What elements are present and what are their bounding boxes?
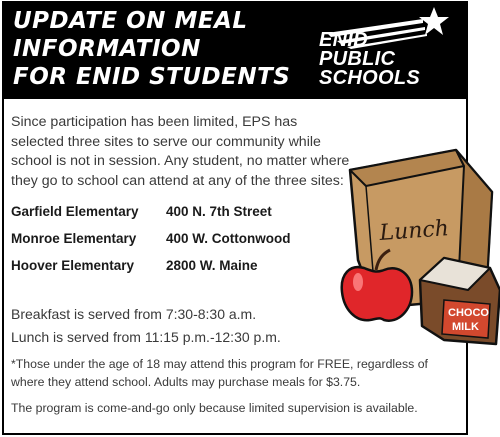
meal-schedule bbox=[11, 303, 281, 349]
site-row bbox=[11, 258, 331, 285]
site-name: Garfield Elementary bbox=[11, 204, 139, 219]
bag-label: Lunch bbox=[378, 216, 450, 246]
page-title bbox=[13, 7, 290, 91]
logo-line-1: ENID bbox=[319, 29, 368, 51]
milk-label-line-2: MILK bbox=[452, 321, 479, 333]
milk-label-line-1: CHOCO bbox=[448, 307, 489, 319]
lunch-illustration bbox=[336, 140, 500, 350]
site-row bbox=[11, 231, 331, 258]
site-row bbox=[11, 204, 331, 231]
logo-line-2: PUBLIC bbox=[319, 48, 396, 70]
site-address: 2800 W. Maine bbox=[166, 258, 258, 273]
logo-line-3: SCHOOLS bbox=[319, 67, 420, 89]
headline-line-1: UPDATE ON MEAL bbox=[13, 8, 248, 34]
star-icon bbox=[419, 7, 449, 35]
site-address: 400 N. 7th Street bbox=[166, 204, 272, 219]
site-list bbox=[11, 204, 331, 285]
milk-carton-icon bbox=[420, 258, 500, 344]
breakfast-time: Breakfast is served from 7:30-8:30 a.m. bbox=[11, 306, 257, 322]
lunch-time: Lunch is served from 11:15 p.m.-12:30 p.m. bbox=[11, 329, 281, 345]
pricing-note: *Those under the age of 18 may attend this program for FREE, regardless of where they attend school. Adults may purchase meals for $3.75. bbox=[11, 357, 428, 389]
headline-line-3: FOR ENID STUDENTS bbox=[13, 64, 291, 90]
logo-wordmark bbox=[319, 31, 420, 88]
program-note: The program is come-and-go only because limited supervision is available. bbox=[11, 401, 418, 415]
intro-paragraph: Since participation has been limited, EPS has selected three sites to serve our community while school is not in session. Any student, no matter where they go to school can attend at any of the three sites: bbox=[11, 114, 350, 189]
site-address: 400 W. Cottonwood bbox=[166, 231, 291, 246]
site-name: Hoover Elementary bbox=[11, 258, 135, 273]
headline-line-2: INFORMATION bbox=[13, 36, 201, 62]
site-name: Monroe Elementary bbox=[11, 231, 137, 246]
enid-public-schools-logo bbox=[307, 7, 457, 99]
header-banner bbox=[2, 1, 468, 99]
